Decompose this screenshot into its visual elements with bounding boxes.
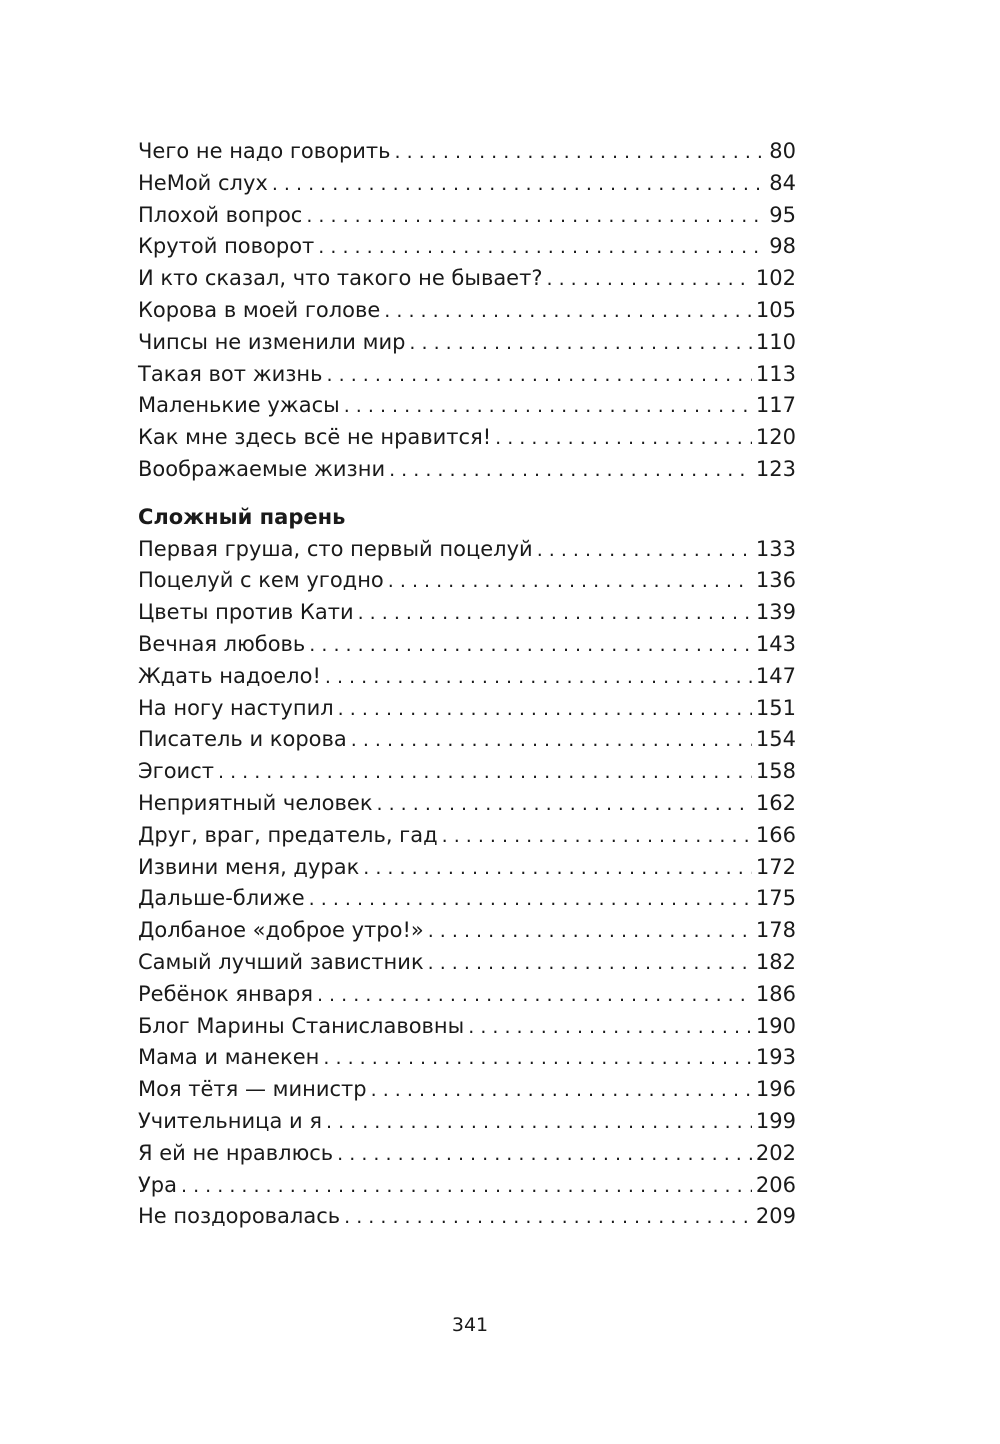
dot-leader <box>384 296 752 328</box>
toc-entry-page: 84 <box>769 170 796 195</box>
toc-entry-title: Мама и манекен <box>138 1045 320 1070</box>
toc-entry-page: 172 <box>755 854 796 879</box>
toc-entry-title: Маленькие ужасы <box>138 393 340 418</box>
toc-entry-page: 158 <box>755 759 796 784</box>
toc-entry <box>138 1201 796 1233</box>
toc-entry-page: 154 <box>755 727 796 752</box>
toc-entry-title: Чипсы не изменили мир <box>138 329 406 354</box>
toc-entry-page: 202 <box>755 1140 796 1165</box>
dot-leader <box>363 853 752 885</box>
toc-entry-page: 162 <box>755 790 796 815</box>
toc-entry-page: 98 <box>769 234 796 259</box>
toc-part-2 <box>138 534 796 1234</box>
toc-entry <box>138 1074 796 1106</box>
toc-entry <box>138 693 796 725</box>
toc-entry-page: 102 <box>755 266 796 291</box>
toc-entry-page: 209 <box>755 1204 796 1229</box>
dot-leader <box>337 1139 752 1171</box>
toc-entry-title: НеМой слух <box>138 170 268 195</box>
toc-entry <box>138 820 796 852</box>
toc-entry-page: 206 <box>755 1172 796 1197</box>
toc-entry-title: Моя тётя — министр <box>138 1077 367 1102</box>
toc-entry-title: Писатель и корова <box>138 727 347 752</box>
toc-entry <box>138 629 796 661</box>
toc-entry-title: Неприятный человек <box>138 790 373 815</box>
toc-entry-title: Корова в моей голове <box>138 297 381 322</box>
toc-entry-title: Первая груша, сто первый поцелуй <box>138 536 533 561</box>
dot-leader <box>351 725 752 757</box>
toc-entry <box>138 136 796 168</box>
toc-entry-page: 113 <box>755 361 796 386</box>
toc-entry <box>138 295 796 327</box>
toc-entry-title: Самый лучший завистник <box>138 949 424 974</box>
toc-entry <box>138 231 796 263</box>
toc-entry-page: 139 <box>755 600 796 625</box>
toc-entry <box>138 883 796 915</box>
dot-leader <box>395 137 766 169</box>
toc-part-1 <box>138 136 796 486</box>
toc-entry-title: Ждать надоело! <box>138 663 321 688</box>
section-heading: Сложный парень <box>138 504 346 529</box>
toc-entry-page: 178 <box>755 918 796 943</box>
toc-entry-title: Я ей не нравлюсь <box>138 1140 334 1165</box>
toc-entry-page: 80 <box>769 139 796 163</box>
toc-entry <box>138 263 796 295</box>
dot-leader <box>317 980 752 1012</box>
dot-leader <box>358 598 752 630</box>
toc-entry-title: Чего не надо говорить <box>138 139 391 163</box>
toc-entry-title: Как мне здесь всё не нравится! <box>138 425 492 450</box>
dot-leader <box>318 232 765 264</box>
dot-leader <box>468 1012 752 1044</box>
toc-entry-page: 151 <box>755 695 796 720</box>
toc-entry-page: 120 <box>755 425 796 450</box>
toc-entry <box>138 979 796 1011</box>
toc-entry <box>138 915 796 947</box>
table-of-contents <box>138 136 796 1233</box>
toc-entry <box>138 756 796 788</box>
toc-entry-title: Дальше-ближе <box>138 886 305 911</box>
toc-entry-page: 186 <box>755 981 796 1006</box>
toc-entry-title: Извини меня, дурак <box>138 854 360 879</box>
dot-leader <box>306 201 765 233</box>
toc-entry-title: Долбаное «доброе утро!» <box>138 918 424 943</box>
toc-entry-page: 110 <box>755 329 796 354</box>
toc-entry-title: Воображаемые жизни <box>138 456 386 481</box>
page-number: 341 <box>451 1314 489 1336</box>
toc-entry <box>138 200 796 232</box>
toc-entry-title: Плохой вопрос <box>138 202 303 227</box>
dot-leader <box>442 821 752 853</box>
dot-leader <box>181 1171 752 1203</box>
dot-leader <box>428 948 752 980</box>
dot-leader <box>537 535 752 567</box>
toc-entry-title: Крутой поворот <box>138 234 315 259</box>
toc-entry-page: 133 <box>755 536 796 561</box>
toc-entry <box>138 359 796 391</box>
dot-leader <box>344 1202 752 1234</box>
toc-entry <box>138 1011 796 1043</box>
toc-entry-title: Блог Марины Станиславовны <box>138 1013 465 1038</box>
toc-entry <box>138 1106 796 1138</box>
dot-leader <box>326 1107 752 1139</box>
dot-leader <box>218 757 752 789</box>
toc-entry <box>138 565 796 597</box>
toc-entry-title: Такая вот жизнь <box>138 361 323 386</box>
dot-leader <box>338 694 752 726</box>
toc-entry-page: 95 <box>769 202 796 227</box>
toc-entry <box>138 597 796 629</box>
toc-entry-page: 193 <box>755 1045 796 1070</box>
toc-entry-title: Ребёнок января <box>138 981 313 1006</box>
toc-entry-title: И кто сказал, что такого не бывает? <box>138 266 543 291</box>
dot-leader <box>409 328 751 360</box>
toc-entry-title: Учительница и я <box>138 1108 322 1133</box>
toc-entry-page: 105 <box>755 297 796 322</box>
toc-entry-page: 136 <box>755 568 796 593</box>
toc-entry-page: 147 <box>755 663 796 688</box>
toc-entry-title: Эгоист <box>138 759 214 784</box>
toc-entry-page: 166 <box>755 822 796 847</box>
dot-leader <box>309 630 752 662</box>
toc-entry <box>138 1170 796 1202</box>
dot-leader <box>323 1043 752 1075</box>
toc-entry-title: Поцелуй с кем угодно <box>138 568 384 593</box>
toc-entry <box>138 661 796 693</box>
dot-leader <box>371 1075 752 1107</box>
toc-entry <box>138 454 796 486</box>
toc-entry <box>138 947 796 979</box>
toc-entry-page: 199 <box>755 1108 796 1133</box>
toc-entry <box>138 788 796 820</box>
toc-entry-page: 175 <box>755 886 796 911</box>
dot-leader <box>377 789 752 821</box>
dot-leader <box>309 884 752 916</box>
toc-entry-page: 123 <box>755 456 796 481</box>
toc-entry-page: 190 <box>755 1013 796 1038</box>
toc-entry <box>138 534 796 566</box>
dot-leader <box>327 360 752 392</box>
toc-entry <box>138 1042 796 1074</box>
toc-entry-title: Вечная любовь <box>138 631 306 656</box>
toc-entry-title: Цветы против Кати <box>138 600 354 625</box>
toc-entry-title: Друг, враг, предатель, гад <box>138 822 438 847</box>
toc-entry-title: Ура <box>138 1172 177 1197</box>
dot-leader <box>389 455 752 487</box>
toc-entry <box>138 390 796 422</box>
toc-entry <box>138 168 796 200</box>
toc-entry-title: Не поздоровалась <box>138 1204 341 1229</box>
toc-entry-page: 143 <box>755 631 796 656</box>
dot-leader <box>547 264 752 296</box>
dot-leader <box>325 662 752 694</box>
toc-entry <box>138 422 796 454</box>
toc-entry-page: 196 <box>755 1077 796 1102</box>
toc-entry <box>138 327 796 359</box>
toc-entry-page: 117 <box>755 393 796 418</box>
toc-entry-page: 182 <box>755 949 796 974</box>
toc-entry <box>138 1138 796 1170</box>
toc-entry <box>138 852 796 884</box>
dot-leader <box>495 423 752 455</box>
toc-entry <box>138 724 796 756</box>
toc-entry-title: На ногу наступил <box>138 695 334 720</box>
dot-leader <box>428 916 752 948</box>
dot-leader <box>388 566 752 598</box>
dot-leader <box>344 391 752 423</box>
dot-leader <box>272 169 765 201</box>
